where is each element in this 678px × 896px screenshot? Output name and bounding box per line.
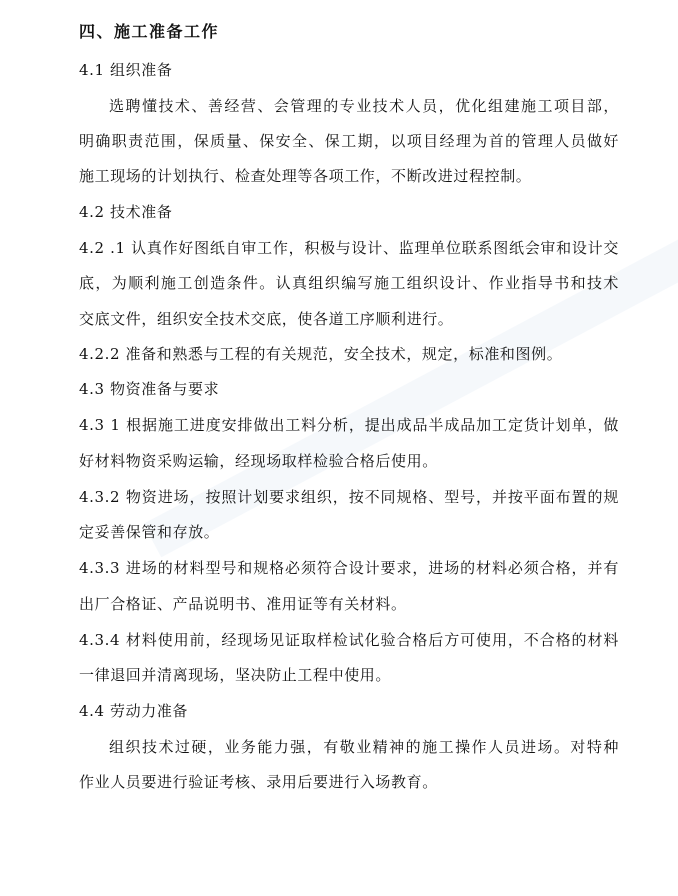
paragraph-line: 定妥善保管和存放。 <box>79 523 220 541</box>
subsection-title-4-4: 4.4 劳动力准备 <box>79 702 189 720</box>
paragraph-line: 出厂合格证、产品说明书、准用证等有关材料。 <box>79 595 407 613</box>
subsection-title-4-3: 4.3 物资准备与要求 <box>79 380 220 398</box>
paragraph-line: 4.3.2 物资进场，按照计划要求组织，按不同规格、型号，并按平面布置的规 <box>79 488 619 506</box>
paragraph-line: 作业人员要进行验证考核、录用后要进行入场教育。 <box>79 773 438 791</box>
paragraph-line: 明确职责范围，保质量、保安全、保工期，以项目经理为首的管理人员做好 <box>79 132 619 150</box>
section-heading: 四、施工准备工作 <box>79 22 220 41</box>
subsection-title-4-2: 4.2 技术准备 <box>79 203 173 221</box>
paragraph-line: 施工现场的计划执行、检查处理等各项工作，不断改进过程控制。 <box>79 167 532 185</box>
paragraph-line: 一律退回并清离现场，坚决防止工程中使用。 <box>79 666 392 684</box>
paragraph-line: 组织技术过硬，业务能力强，有敬业精神的施工操作人员进场。对特种 <box>109 738 619 756</box>
paragraph-line: 4.2.2 准备和熟悉与工程的有关规范，安全技术，规定，标准和图例。 <box>79 345 563 363</box>
paragraph-line: 底，为顺利施工创造条件。认真组织编写施工组织设计、作业指导书和技术 <box>79 274 619 292</box>
subsection-title-4-1: 4.1 组织准备 <box>79 61 173 79</box>
paragraph-line: 4.3 1 根据施工进度安排做出工料分析，提出成品半成品加工定货计划单，做 <box>79 416 619 434</box>
paragraph-line: 好材料物资采购运输，经现场取样检验合格后使用。 <box>79 452 438 470</box>
paragraph-line: 选聘懂技术、善经营、会管理的专业技术人员，优化组建施工项目部， <box>109 97 619 115</box>
paragraph-line: 交底文件，组织安全技术交底，使各道工序顺利进行。 <box>79 310 454 328</box>
paragraph-line: 4.2 .1 认真作好图纸自审工作，积极与设计、监理单位联系图纸会审和设计交 <box>79 239 619 257</box>
paragraph-line: 4.3.4 材料使用前，经现场见证取样检试化验合格后方可使用，不合格的材料 <box>79 631 619 649</box>
paragraph-line: 4.3.3 进场的材料型号和规格必须符合设计要求，进场的材料必须合格，并有 <box>79 559 619 577</box>
